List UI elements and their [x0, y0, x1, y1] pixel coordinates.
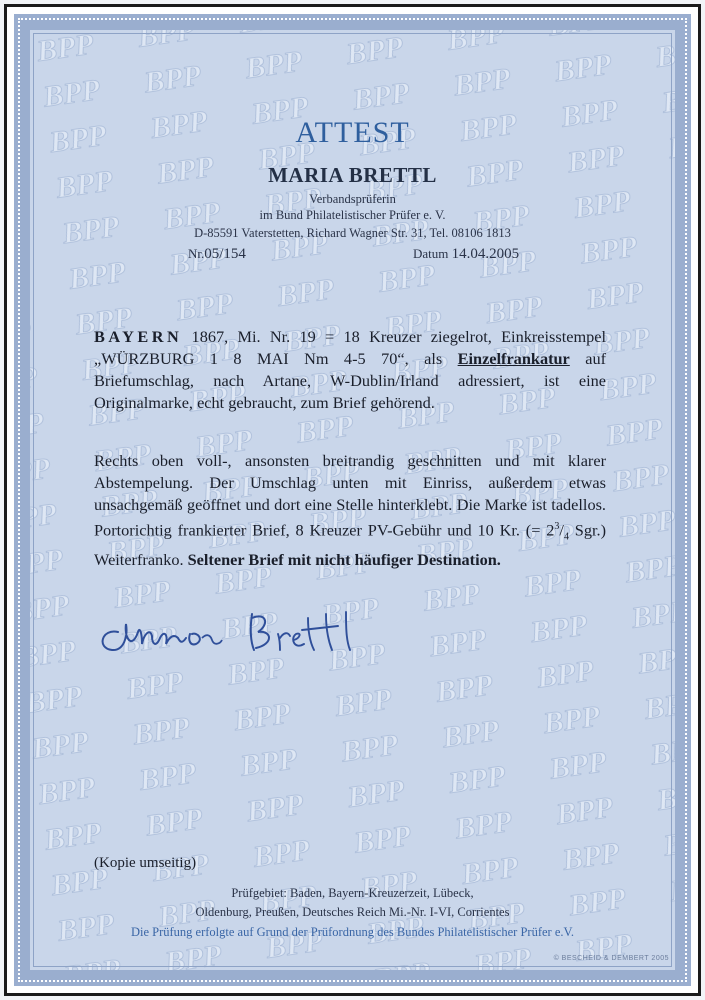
examiner-role: Verbandsprüferin: [309, 192, 396, 206]
footer-text: Die Prüfung erfolgte auf Grund der Prüfordnung des Bundes Philatelistischer Prüfer e.V.: [130, 925, 575, 939]
condition-text: Rechts oben voll-, ansonsten breitrandig geschnitten und mit klarer Abstempelung. Der Umschlag unten mit Einriss, außerdem etwas unsachgemäß geöffnet und dort eine Stelle hinterklebt. Die Marke ist tadellos. Portorichtig frankierter Brief, 8 Kreuzer PV-Gebühr und 10 Kr. (= 2: [94, 451, 606, 540]
franking-type: Einzelfrankatur: [457, 349, 570, 368]
copy-note: (Kopie umseitig): [94, 855, 197, 871]
condition-text-end: Sgr.) Weiterfranko.: [94, 520, 606, 569]
number-value: 05/154: [204, 246, 246, 262]
country-name: BAYERN: [94, 327, 183, 346]
description-text: 1867, Mi. Nr. 19 = 18 Kreuzer ziegelrot, Einkreisstempel „WÜRZBURG 1 8 MAI Nm 4-5 70“, als: [94, 327, 606, 368]
date-label: Datum: [413, 246, 449, 261]
certificate-number: [188, 246, 246, 263]
signature: [94, 604, 364, 660]
condition-description: Rechts oben voll-, ansonsten breitrandig geschnitten und mit klarer Abstempelung. Der Umschlag unten mit Einriss, außerdem etwas unsachgemäß geöffnet und dort eine Stelle hinterklebt. Die Marke ist tadellos. Portorichtig frankierter Brief, 8 Kreuzer PV-Gebühr und 10 Kr. (= $2^3/_4$ Sgr.) Weiterfranko. Seltener Brief mit nicht häufiger Destination.: [94, 451, 606, 569]
stamp-description: [94, 326, 606, 414]
examiner-association: im Bund Philatelistischer Prüfer e. V.: [259, 208, 446, 222]
fraction-numerator: 3: [554, 521, 560, 532]
examiner-address: D-85591 Vaterstetten, Richard Wagner Str. 31, Tel. 08106 1813: [194, 226, 511, 240]
signature-text: Maria Brettl: [94, 604, 99, 605]
certificate-frame: [14, 14, 691, 986]
date-value: 14.04.2005: [451, 246, 520, 262]
certificate-title: ATTEST: [295, 116, 410, 149]
certificate-date: [413, 246, 519, 263]
fraction-denominator: 4: [563, 531, 569, 543]
number-label: Nr.: [188, 246, 205, 261]
scope-line-1: Prüfgebiet: Baden, Bayern-Kreuzerzeit, Lübeck,: [231, 886, 474, 900]
examiner-name: MARIA BRETTL: [268, 163, 437, 187]
rarity-note: Seltener Brief mit nicht häufiger Destination.: [187, 549, 501, 569]
copyright-note: © BESCHEID & DEMBERT 2005: [553, 955, 669, 962]
scope-line-2: Oldenburg, Preußen, Deutsches Reich Mi.-Nr. I-VI, Corrientes: [195, 905, 510, 919]
description-text-end: auf Briefumschlag, nach Artane, W-Dublin/Irland adressiert, ist eine Originalmarke, echt gebraucht, zum Brief gehörend.: [94, 349, 607, 412]
certificate-content: [30, 30, 675, 970]
